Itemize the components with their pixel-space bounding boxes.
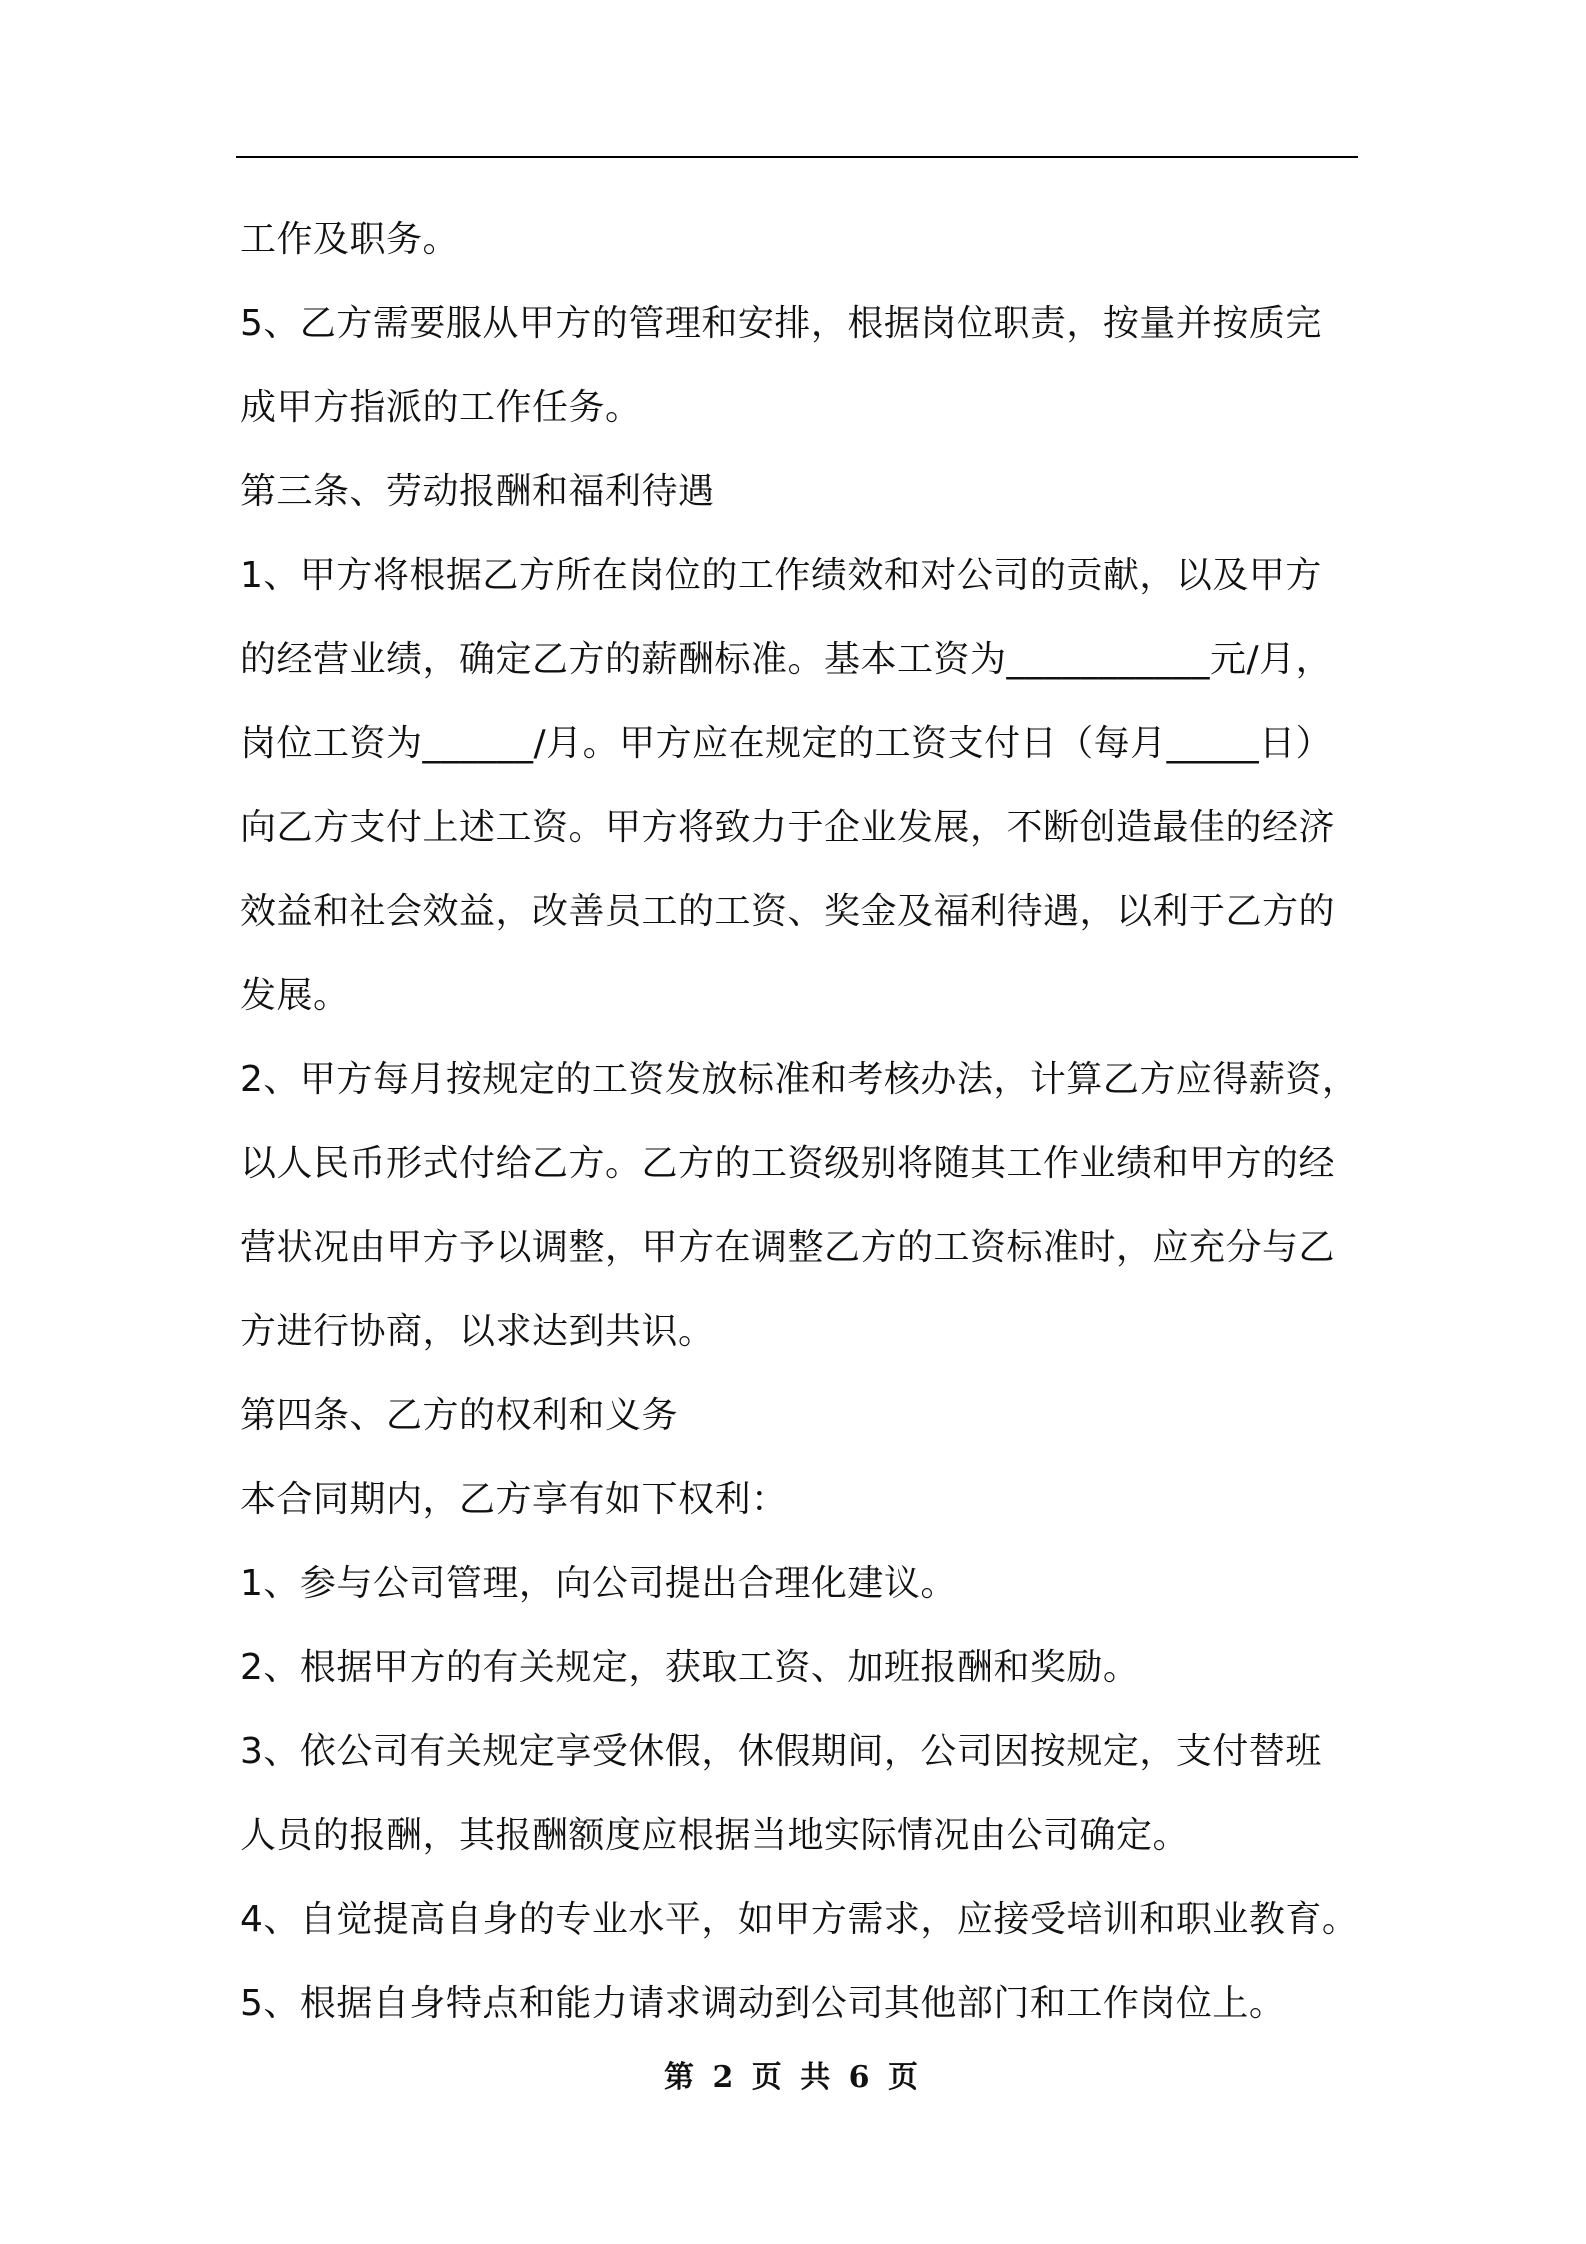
document-body (240, 198, 1362, 2046)
text-line: 1、参与公司管理，向公司提出合理化建议。 (240, 1563, 957, 1604)
text-line: 2、甲方每月按规定的工资发放标准和考核办法，计算乙方应得薪资， (240, 1059, 1359, 1100)
text-line: 2、根据甲方的有关规定，获取工资、加班报酬和奖励。 (240, 1647, 1140, 1688)
text-line: 工作及职务。 (240, 219, 460, 260)
page-number: 第 2 页 共 6 页 (664, 2060, 922, 2095)
text-line: 效益和社会效益，改善员工的工资、奖金及福利待遇，以利于乙方的 (240, 891, 1336, 932)
text-line: 5、根据自身特点和能力请求调动到公司其他部门和工作岗位上。 (240, 1983, 1286, 2024)
text-line: 4、自觉提高自身的专业水平，如甲方需求，应接受培训和职业教育。 (240, 1899, 1359, 1940)
text-line: 以人民币形式付给乙方。乙方的工资级别将随其工作业绩和甲方的经 (240, 1143, 1336, 1184)
text-line: 3、依公司有关规定享受休假，休假期间，公司因按规定，支付替班 (240, 1731, 1322, 1772)
header-rule (236, 156, 1358, 158)
text-line: 本合同期内，乙方享有如下权利： (240, 1479, 788, 1520)
text-line: 人员的报酬，其报酬额度应根据当地实际情况由公司确定。 (240, 1815, 1190, 1856)
section-heading: 第三条、劳动报酬和福利待遇 (240, 471, 715, 512)
text-line: 发展。 (240, 975, 350, 1016)
text-line: 营状况由甲方予以调整，甲方在调整乙方的工资标准时，应充分与乙 (240, 1227, 1336, 1268)
text-line: 方进行协商，以求达到共识。 (240, 1311, 715, 1352)
text-line: 的经营业绩，确定乙方的薪酬标准。基本工资为___________元/月， (240, 639, 1333, 680)
text-line: 成甲方指派的工作任务。 (240, 387, 642, 428)
section-heading: 第四条、乙方的权利和义务 (240, 1395, 679, 1436)
text-line: 向乙方支付上述工资。甲方将致力于企业发展，不断创造最佳的经济 (240, 807, 1336, 848)
text-line: 1、甲方将根据乙方所在岗位的工作绩效和对公司的贡献，以及甲方 (240, 555, 1322, 596)
text-line: 5、乙方需要服从甲方的管理和安排，根据岗位职责，按量并按质完 (240, 303, 1322, 344)
text-line: 岗位工资为______/月。甲方应在规定的工资支付日（每月_____日） (240, 723, 1333, 764)
